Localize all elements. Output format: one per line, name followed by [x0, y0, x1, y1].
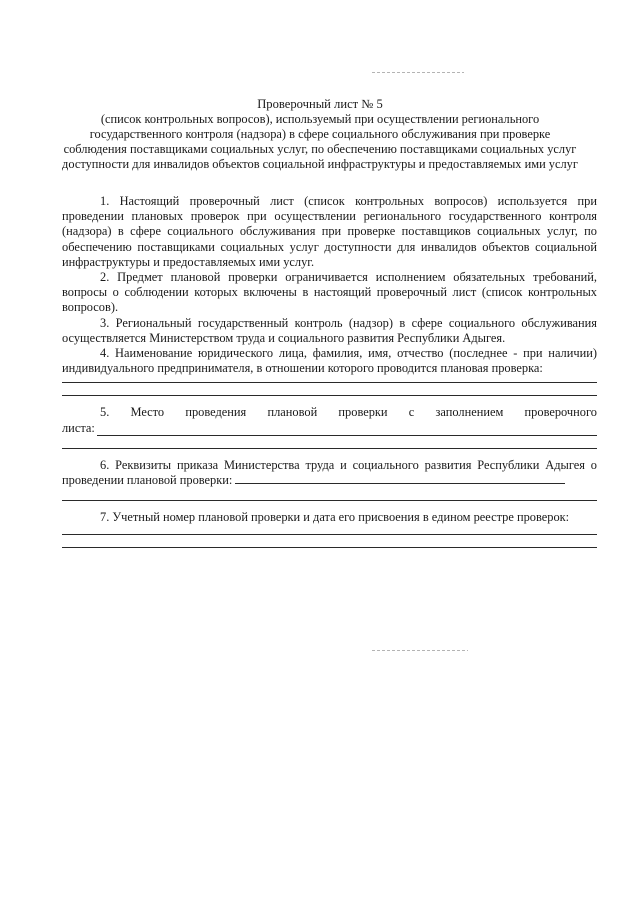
subtitle-line-2: государственного контроля (надзора) в сфере социального обслуживания при проверке	[89, 127, 551, 141]
item-4: 4. Наименование юридического лица, фамилия, имя, отчество (последнее - при наличии) индивидуального предпринимателя, в отношении которого проводится плановая проверка:	[62, 346, 597, 376]
subtitle-line-1: (список контрольных вопросов), используемый при осуществлении регионального	[100, 112, 540, 126]
item-5-row	[62, 405, 597, 420]
fill-line-item6-inline[interactable]	[235, 473, 565, 484]
item-5-word-4: плановой	[267, 405, 318, 420]
item-5-word-3: проведения	[185, 405, 247, 420]
document-body	[62, 194, 597, 548]
item-5-word-8: проверочного	[524, 405, 597, 420]
scan-artifact-bottom	[372, 650, 468, 651]
subtitle-line-4: доступности для инвалидов объектов социальной инфраструктуры и предоставляемых ими услуг	[62, 157, 578, 171]
document-heading	[40, 97, 600, 172]
item-6	[62, 458, 597, 488]
fill-line-item5-inline[interactable]	[97, 425, 597, 436]
item-5-word-7: заполнением	[435, 405, 504, 420]
item-5-tail	[62, 421, 597, 436]
item-6-text: 6. Реквизиты приказа Министерства труда и социального развития Республики Адыгея о проведении плановой проверки:	[62, 457, 597, 488]
item-7: 7. Учетный номер плановой проверки и дата его присвоения в едином реестре проверок:	[100, 510, 570, 525]
item-5-tail-label: листа:	[62, 420, 95, 435]
item-5-word-5: проверки	[338, 405, 388, 420]
item-3: 3. Региональный государственный контроль (надзор) в сфере социального обслуживания осуществляется Министерством труда и социального развития Республики Адыгея.	[62, 315, 597, 345]
item-2: 2. Предмет плановой проверки ограничивается исполнением обязательных требований, вопросы о соблюдении которых включены в настоящий проверочный лист (список контрольных вопросов).	[62, 270, 597, 315]
fill-line-item7-b[interactable]	[62, 547, 597, 548]
document-title: Проверочный лист № 5	[257, 97, 383, 111]
item-5-word-2: Место	[130, 405, 165, 420]
subtitle-line-3: соблюдения поставщиками социальных услуг, по обеспечению поставщиками социальных услуг	[63, 142, 577, 156]
scan-artifact-top	[372, 72, 464, 73]
item-5-word-6: с	[408, 405, 415, 420]
item-5-word-1: 5.	[100, 405, 110, 420]
item-1: 1. Настоящий проверочный лист (список контрольных вопросов) используется при проведении плановых проверок при осуществлении регионального государственного контроля (надзора) в сфере социального обслуживания при проверке поставщиков социальных услуг, по обеспечению поставщиками социальных услуг доступности для инвалидов объектов социальной инфраструктуры и предоставляемых ими услуг.	[62, 194, 597, 269]
